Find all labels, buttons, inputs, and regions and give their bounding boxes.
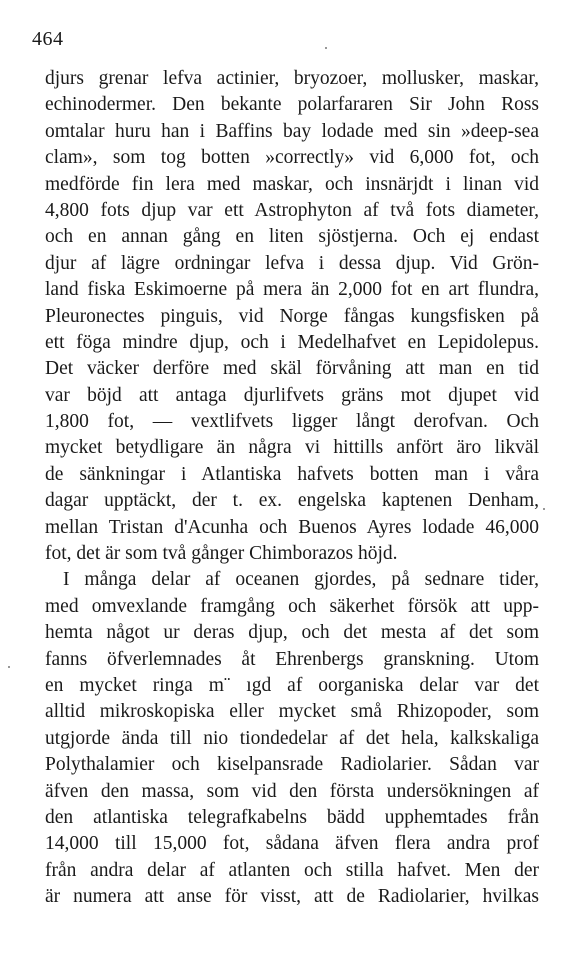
text-line: I många delar af oceanen gjordes, på sednare tider,	[63, 569, 539, 591]
text-line: 14,000 till 15,000 fot, sådana äfven flera andra prof	[45, 833, 539, 855]
text-line: var böjd att antaga djurlifvets gräns mot djupet vid	[45, 384, 539, 406]
text-line: fanns öfverlemnades åt Ehrenbergs granskning. Utom	[45, 648, 539, 670]
text-line: mycket betydligare än några vi hittills anfört äro likväl	[45, 437, 539, 459]
text-line: alltid mikroskopiska eller mycket små Rhizopoder, som	[45, 701, 539, 723]
text-line: mellan Tristan d'Acunha och Buenos Ayres lodade 46,000	[45, 516, 539, 538]
text-line: hemta något ur deras djup, och det mesta af det som	[45, 622, 539, 644]
text-line: medförde fin lera med maskar, och insnärjdt i linan vid	[45, 173, 539, 195]
text-line: en mycket ringa m¨ ıgd af oorganiska delar var det	[45, 674, 539, 696]
text-line: och en annan gång en liten sjöstjerna. Och ej endast	[45, 226, 539, 248]
text-line: de sänkningar i Atlantiska hafvets botten man i våra	[45, 463, 539, 485]
text-line: land fiska Eskimoerne på mera än 2,000 fot en art flundra,	[45, 279, 539, 301]
text-line: omtalar huru han i Baffins bay lodade med sin »deep-sea	[45, 120, 539, 142]
text-line: från andra delar af atlanten och stilla hafvet. Men der	[45, 859, 539, 881]
text-line: echinodermer. Den bekante polarfararen Sir John Ross	[45, 94, 539, 116]
text-line: utgjorde ända till nio tiondedelar af det hela, kalkskaliga	[45, 727, 539, 749]
text-line: den atlantiska telegrafkabelns bädd upphemtades från	[45, 806, 539, 828]
text-line: djur af lägre ordningar lefva i dessa djup. Vid Grön-	[45, 252, 539, 274]
text-line: Polythalamier och kiselpansrade Radiolarier. Sådan var	[45, 754, 539, 776]
body-text	[45, 66, 539, 911]
text-line: fot, det är som två gånger Chimborazos höjd.	[45, 543, 398, 565]
text-line: dagar upptäckt, der t. ex. engelska kaptenen Denham,	[45, 490, 539, 512]
page-number: 464	[32, 28, 64, 50]
text-line: 4,800 fots djup var ett Astrophyton af två fots diameter,	[45, 199, 539, 221]
print-speck	[543, 508, 545, 510]
text-line: ett föga mindre djup, och i Medelhafvet en Lepidolepus.	[45, 331, 539, 353]
print-speck	[325, 47, 327, 49]
print-speck	[8, 666, 10, 668]
text-line: djurs grenar lefva actinier, bryozoer, mollusker, maskar,	[45, 68, 539, 89]
text-line: äfven den massa, som vid den första undersökningen af	[45, 780, 539, 802]
text-line: Pleuronectes pinguis, vid Norge fångas kungsfisken på	[45, 305, 539, 327]
text-line: är numera att anse för visst, att de Radiolarier, hvilkas	[45, 886, 539, 908]
text-line: 1,800 fot, — vextlifvets ligger långt derofvan. Och	[45, 411, 539, 433]
text-line: med omvexlande framgång och säkerhet försök att upp-	[45, 595, 539, 617]
text-line: clam», som tog botten »correctly» vid 6,000 fot, och	[45, 147, 539, 169]
text-line: Det väcker derföre med skäl förvåning att man en tid	[45, 358, 539, 380]
